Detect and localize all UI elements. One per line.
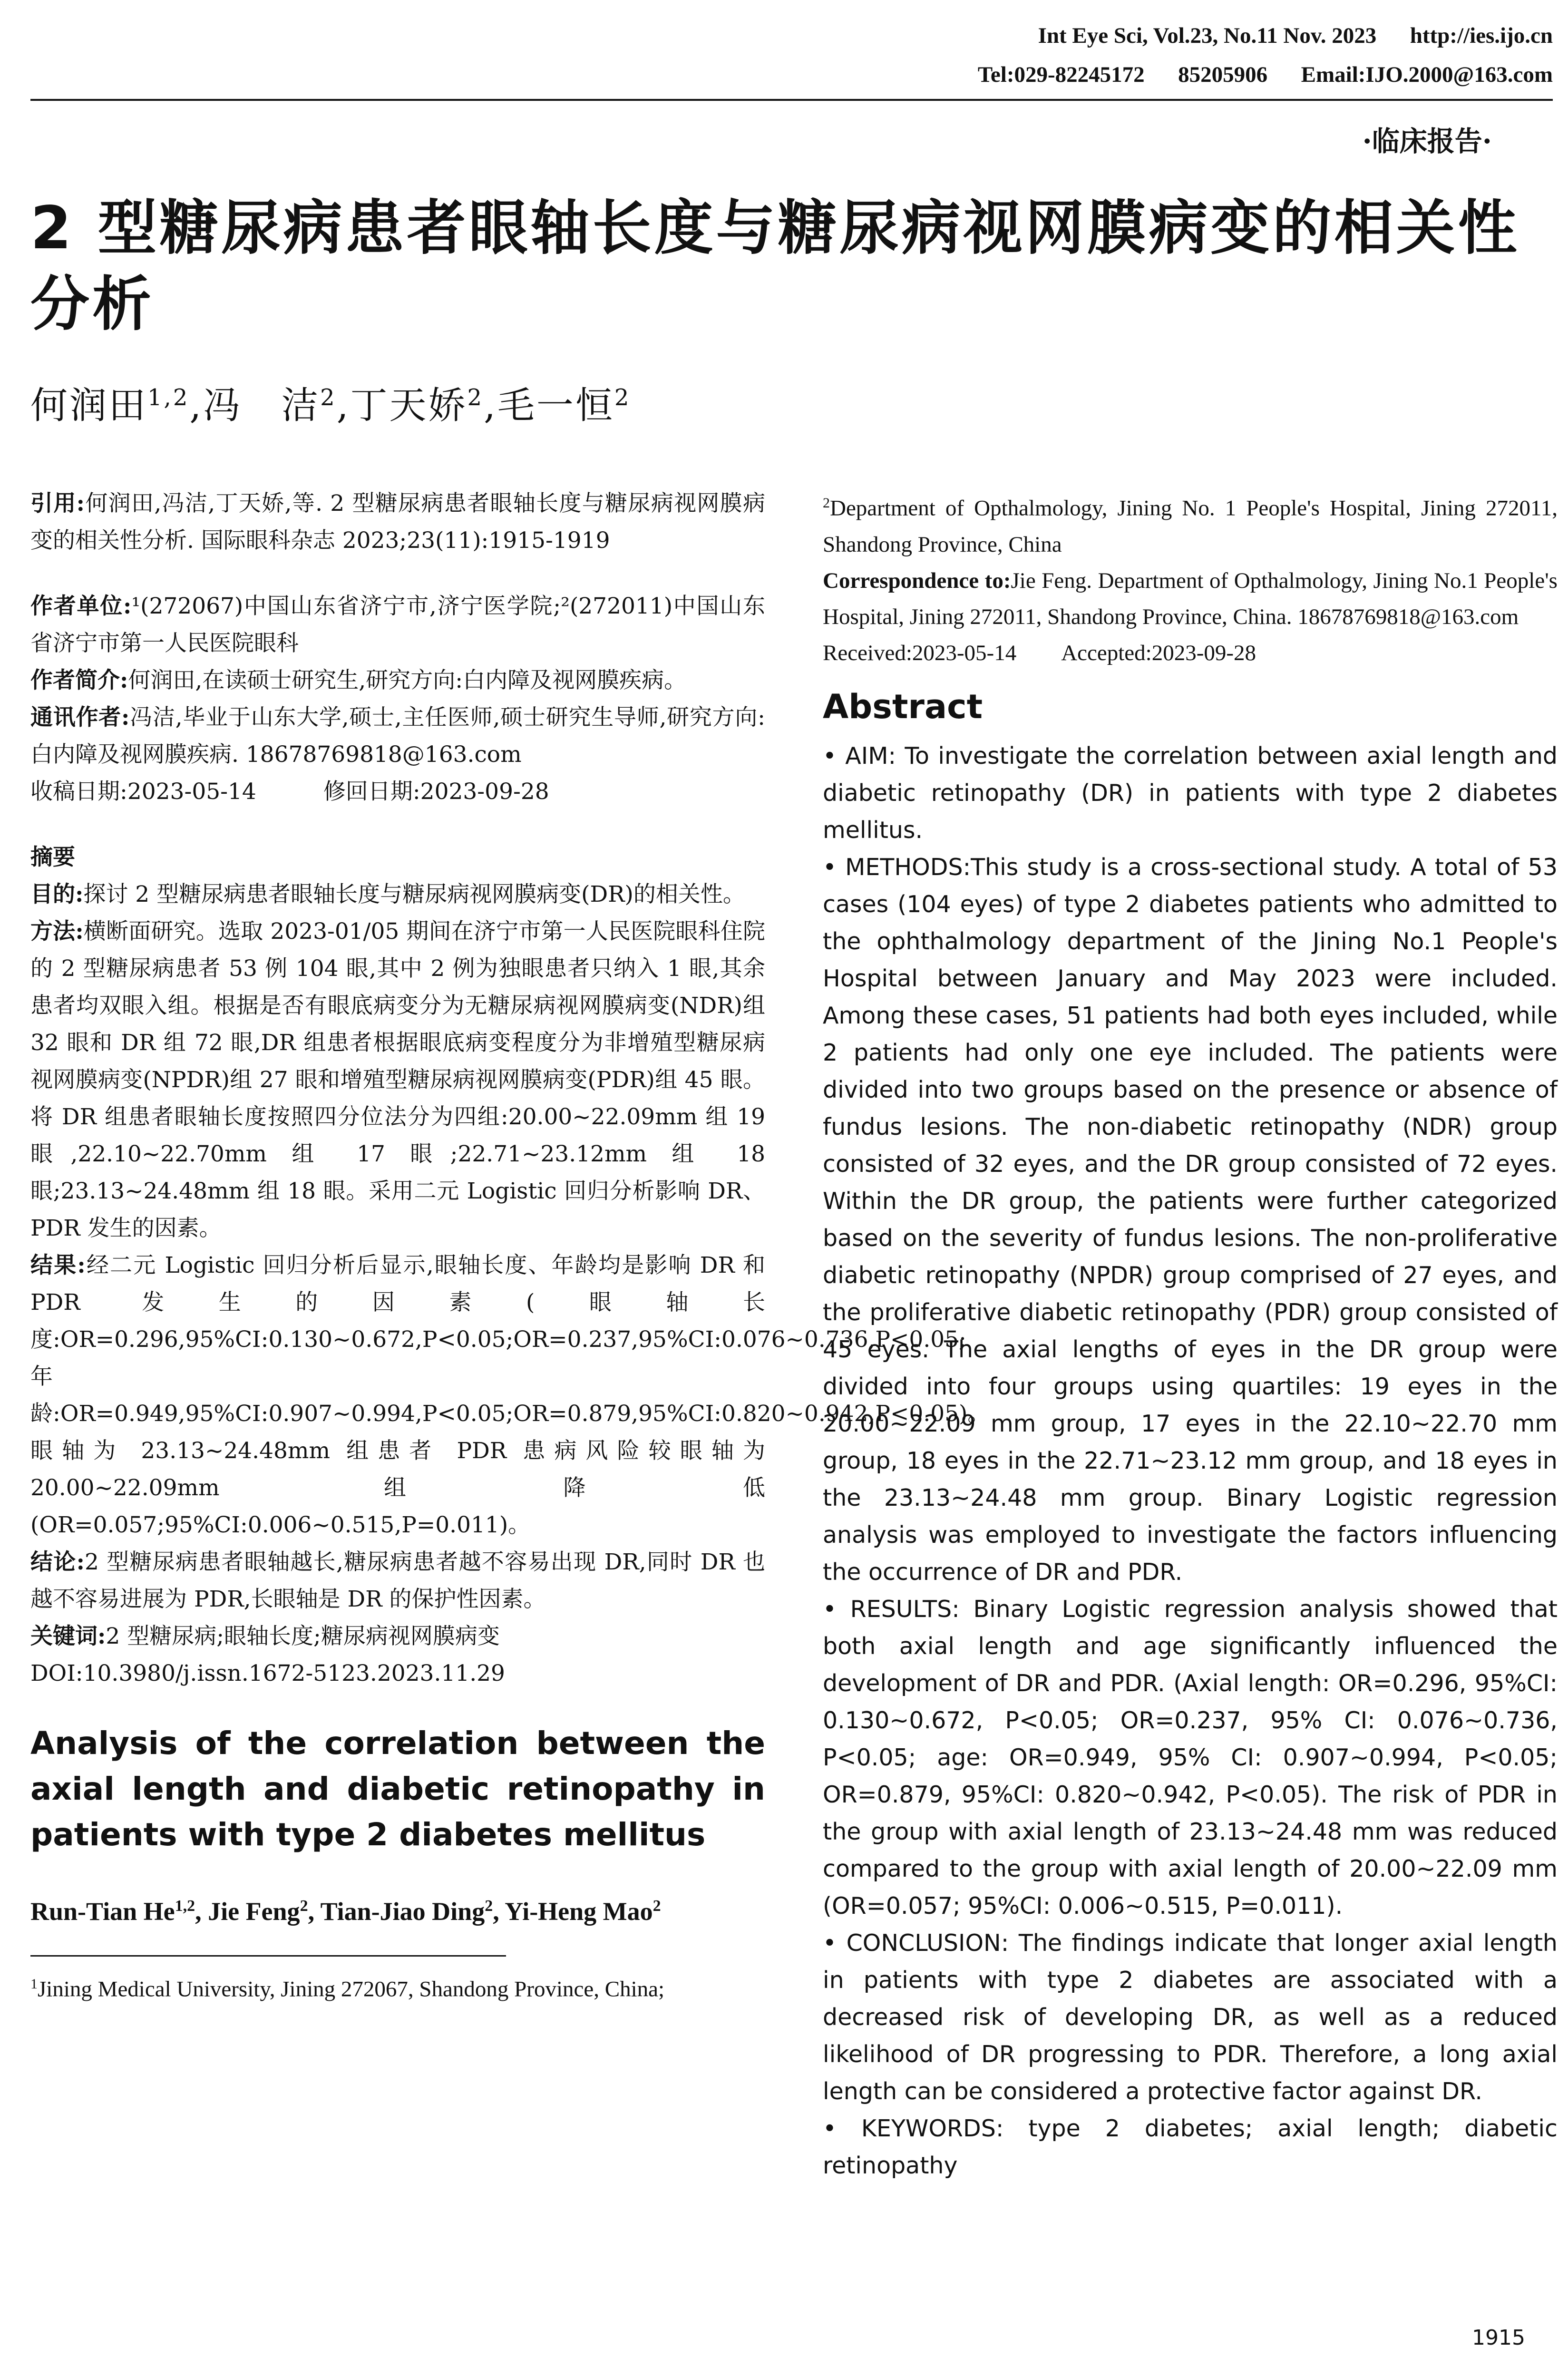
corresponding-author: [30, 699, 765, 773]
citation: [30, 485, 765, 559]
en-author-name: Tian-Jiao Ding: [320, 1897, 485, 1926]
zh-aim-text: 探讨 2 型糖尿病患者眼轴长度与糖尿病视网膜病变(DR)的相关性。: [83, 881, 745, 907]
en-conclusion-label: CONCLUSION:: [846, 1929, 1009, 1957]
zh-results-text: 经二元 Logistic 回归分析后显示,眼轴长度、年龄均是影响 DR 和 PDR 发生的因素(眼轴长度:OR=0.296,95%CI:0.130~0.672,P<0.05;OR=0.237,95%CI:0.076~0.736,P<0.05;年龄:OR=0.949,95%CI:0.907~0.994,P<0.05;OR=0.879,95%CI:0.820~0.942,P<0.05)。眼轴为 23.13~24.48mm 组患者 PDR 患病风险较眼轴为 20.00~22.09mm 组降低(OR=0.057;95%CI:0.006~0.515,P=0.011)。: [30, 1252, 990, 1538]
zh-methods-text: 横断面研究。选取 2023-01/05 期间在济宁市第一人民医院眼科住院的 2 型糖尿病患者 53 例 104 眼,其中 2 例为独眼患者只纳入 1 眼,其余患者均双眼入组。根据是否有眼底病变分为无糖尿病视网膜病变(NDR)组 32 眼和 DR 组 72 眼,DR 组患者根据眼底病变程度分为非增殖型糖尿病视网膜病变(NPDR)组 27 眼和增殖型糖尿病视网膜病变(PDR)组 45 眼。将 DR 组患者眼轴长度按照四分位法分为四组:20.00~22.09mm 组 19 眼,22.10~22.70mm 组 17 眼;22.71~23.12mm 组 18 眼;23.13~24.48mm 组 18 眼。采用二元 Logistic 回归分析影响 DR、PDR 发生的因素。: [30, 918, 765, 1241]
revised-label: 修回日期:: [323, 779, 420, 805]
en-conclusion: • CONCLUSION: The findings indicate that longer axial length in patients with type 2 diabetes are associated with a decreased risk of developing DR, as well as a reduced likelihood of DR progressing to PDR. Therefore, a long axial length can be considered a protective factor against DR.: [823, 1929, 1558, 2105]
dates: [30, 773, 765, 810]
en-methods-label: METHODS:: [845, 853, 971, 881]
zh-conclusion: [30, 1544, 765, 1618]
author-unit: [30, 588, 765, 662]
zh-keywords-label: 关键词:: [30, 1623, 106, 1649]
author-unit-text: ¹(272067)中国山东省济宁市,济宁医学院;²(272011)中国山东省济宁市第一人民医院眼科: [30, 593, 765, 656]
column-tag: ·临床报告·: [1362, 125, 1492, 157]
zh-keywords-text: 2 型糖尿病;眼轴长度;糖尿病视网膜病变: [106, 1623, 500, 1649]
citation-text: 何润田,冯洁,丁天娇,等. 2 型糖尿病患者眼轴长度与糖尿病视网膜病变的相关性分析. 国际眼科杂志 2023;23(11):1915-1919: [30, 490, 765, 554]
author-name: 冯 洁: [203, 384, 321, 427]
en-aim-label: AIM:: [845, 742, 896, 770]
en-keywords-text: type 2 diabetes; axial length; diabetic retinopathy: [823, 2114, 1558, 2179]
zh-methods: [30, 913, 765, 1247]
en-keywords-label: KEYWORDS:: [861, 2114, 1004, 2142]
page-number: 1915: [1472, 2326, 1525, 2350]
zh-conclusion-label: 结论:: [30, 1549, 85, 1575]
zh-abstract-heading: 摘要: [30, 844, 75, 870]
en-author-mark: 1,2: [175, 1897, 195, 1915]
received-date: 2023-05-14: [127, 779, 256, 805]
right-column: [823, 485, 1558, 2184]
corresponding-author-text: 冯洁,毕业于山东大学,硕士,主任医师,硕士研究生导师,研究方向:白内障及视网膜疾病. 18678769818@163.com: [30, 704, 765, 768]
author-name: 丁天娇: [350, 384, 467, 427]
affiliation-1-text: Jining Medical University, Jining 272067, Shandong Province, China;: [38, 1977, 665, 2002]
en-author-name: Jie Feng: [208, 1897, 300, 1926]
received-label: 收稿日期:: [30, 779, 127, 805]
corresponding-author-label: 通讯作者:: [30, 704, 130, 731]
running-header-line2: Tel:029-82245172 85205906 Email:IJO.2000@163.com: [977, 62, 1553, 87]
zh-conclusion-text: 2 型糖尿病患者眼轴越长,糖尿病患者越不容易出现 DR,同时 DR 也越不容易进展为 PDR,长眼轴是 DR 的保护性因素。: [30, 1549, 765, 1612]
en-results-label: RESULTS:: [850, 1595, 960, 1623]
correspondence: [823, 563, 1558, 635]
en-keywords: • KEYWORDS: type 2 diabetes; axial length; diabetic retinopathy: [823, 2114, 1558, 2179]
author-affiliation-mark: 2: [320, 384, 337, 411]
english-abstract: [823, 738, 1558, 2184]
author-unit-label: 作者单位:: [30, 593, 132, 619]
author-affiliation-mark: 2: [614, 384, 631, 411]
en-author-name: Run-Tian He: [30, 1897, 175, 1926]
en-methods-text: This study is a cross-sectional study. A total of 53 cases (104 eyes) of type 2 diabetes patients who admitted to the ophthalmology department of the Jining No.1 People's Hospital between January and May 2023 were included. Among these cases, 51 patients had both eyes included, while 2 patients had only one eye included. The patients were divided into two groups based on the presence or absence of fundus lesions. The non-diabetic retinopathy (NDR) group consisted of 32 eyes, and the DR group consisted of 72 eyes. Within the DR group, the patients were further categorized based on the severity of fundus lesions. The non-proliferative diabetic retinopathy (NPDR) group comprised of 27 eyes, and the proliferative diabetic retinopathy (PDR) group consisted of 45 eyes. The axial lengths of eyes in the DR group were divided into four groups using quartiles: 19 eyes in the 20.00~22.09 mm group, 17 eyes in the 22.10~22.70 mm group, 18 eyes in the 22.71~23.12 mm group, and 18 eyes in the 23.13~24.48 mm group. Binary Logistic regression analysis was employed to investigate the factors influencing the occurrence of DR and PDR.: [823, 853, 1558, 1586]
zh-aim-label: 目的:: [30, 881, 84, 907]
zh-aim: [30, 876, 765, 913]
en-methods: • METHODS:This study is a cross-sectional study. A total of 53 cases (104 eyes) of type 2 diabetes patients who admitted to the ophthalmology department of the Jining No.1 People's Hospital between January and May 2023 were included. Among these cases, 51 patients had both eyes included, while 2 patients had only one eye included. The patients were divided into two groups based on the presence or absence of fundus lesions. The non-diabetic retinopathy (NDR) group consisted of 32 eyes, and the DR group consisted of 72 eyes. Within the DR group, the patients were further categorized based on the severity of fundus lesions. The non-proliferative diabetic retinopathy (NPDR) group comprised of 27 eyes, and the proliferative diabetic retinopathy (PDR) group consisted of 45 eyes. The axial lengths of eyes in the DR group were divided into four groups using quartiles: 19 eyes in the 20.00~22.09 mm group, 17 eyes in the 22.10~22.70 mm group, 18 eyes in the 22.71~23.12 mm group, and 18 eyes in the 23.13~24.48 mm group. Binary Logistic regression analysis was employed to investigate the factors influencing the occurrence of DR and PDR.: [823, 853, 1558, 1586]
author-list: 何润田$^{1,2}$,冯 洁$^2$,丁天娇$^2$,毛一恒$^2$: [30, 384, 631, 427]
affiliation-2-text: Department of Opthalmology, Jining No. 1 People's Hospital, Jining 272011, Shandong Province, China: [823, 496, 1558, 557]
english-author-list: Run-Tian He$^{1,2}$, Jie Feng$^2$, Tian-Jiao Ding$^2$, Yi-Heng Mao$^2$: [30, 1897, 661, 1926]
en-author-mark: 2: [485, 1897, 493, 1915]
zh-methods-label: 方法:: [30, 918, 84, 945]
author-intro-text: 何润田,在读硕士研究生,研究方向:白内障及视网膜疾病。: [128, 667, 687, 693]
english-title: Analysis of the correlation between the axial length and diabetic retinopathy in patients with type 2 diabetes mellitus: [30, 1725, 765, 1853]
author-affiliation-mark: 1,2: [147, 384, 190, 411]
article-title: 2 型糖尿病患者眼轴长度与糖尿病视网膜病变的相关性分析: [30, 194, 1520, 339]
en-aim-text: To investigate the correlation between axial length and diabetic retinopathy (DR) in patients with type 2 diabetes mellitus.: [823, 742, 1558, 844]
author-affiliation-mark: 2: [467, 384, 484, 411]
received-en: Received:2023-05-14: [823, 640, 1017, 665]
en-author-name: Yi-Heng Mao: [505, 1897, 653, 1926]
received-accepted: [823, 635, 1558, 671]
en-results-text: Binary Logistic regression analysis showed that both axial length and age significantly influenced the development of DR and PDR. (Axial length: OR=0.296, 95%CI: 0.130~0.672, P<0.05; OR=0.237, 95% CI: 0.076~0.736, P<0.05; age: OR=0.949, 95% CI: 0.907~0.994, P<0.05; OR=0.879, 95%CI: 0.820~0.942, P<0.05). The risk of PDR in the group with axial length of 23.13~24.48 mm was reduced compared to the group with axial length of 20.00~22.09 mm (OR=0.057; 95%CI: 0.006~0.515, P=0.011).: [823, 1595, 1558, 1919]
en-results: • RESULTS: Binary Logistic regression analysis showed that both axial length and age significantly influenced the development of DR and PDR. (Axial length: OR=0.296, 95%CI: 0.130~0.672, P<0.05; OR=0.237, 95% CI: 0.076~0.736, P<0.05; age: OR=0.949, 95% CI: 0.907~0.994, P<0.05; OR=0.879, 95%CI: 0.820~0.942, P<0.05). The risk of PDR in the group with axial length of 23.13~24.48 mm was reduced compared to the group with axial length of 20.00~22.09 mm (OR=0.057; 95%CI: 0.006~0.515, P=0.011).: [823, 1595, 1558, 1919]
zh-results: [30, 1247, 990, 1544]
revised-date: 2023-09-28: [420, 779, 549, 805]
header-rule: [30, 99, 1553, 101]
en-aim: • AIM: To investigate the correlation between axial length and diabetic retinopathy (DR) in patients with type 2 diabetes mellitus.: [823, 742, 1558, 844]
accepted-en: Accepted:2023-09-28: [1061, 640, 1256, 665]
en-author-mark: 2: [300, 1897, 308, 1915]
zh-results-label: 结果:: [30, 1252, 86, 1278]
citation-label: 引用:: [30, 490, 85, 516]
author-name: 毛一恒: [497, 384, 614, 427]
en-conclusion-text: The findings indicate that longer axial length in patients with type 2 diabetes are associated with a decreased risk of developing DR, as well as a reduced likelihood of DR progressing to PDR. Therefore, a long axial length can be considered a protective factor against DR.: [823, 1929, 1558, 2105]
correspondence-label: Correspondence to:: [823, 568, 1011, 593]
author-intro: [30, 662, 765, 699]
affiliation-1-mark: 1: [30, 1976, 38, 1992]
correspondence-text: Jie Feng. Department of Opthalmology, Jining No.1 People's Hospital, Jining 272011, Shandong Province, China. 18678769818@163.com: [823, 568, 1558, 629]
english-abstract-heading: Abstract: [823, 687, 983, 726]
doi: DOI:10.3980/j.issn.1672-5123.2023.11.29: [30, 1660, 505, 1686]
author-intro-label: 作者简介:: [30, 667, 128, 693]
running-header-line1: Int Eye Sci, Vol.23, No.11 Nov. 2023 http://ies.ijo.cn: [1038, 23, 1553, 48]
affiliation-2-mark: 2: [823, 495, 830, 511]
author-name: 何润田: [30, 384, 148, 427]
affiliation-1: [30, 1966, 765, 2007]
footnote-rule: [30, 1955, 506, 1957]
affiliation-2: [823, 485, 1558, 563]
zh-keywords: [30, 1618, 765, 1655]
en-author-mark: 2: [653, 1897, 661, 1915]
